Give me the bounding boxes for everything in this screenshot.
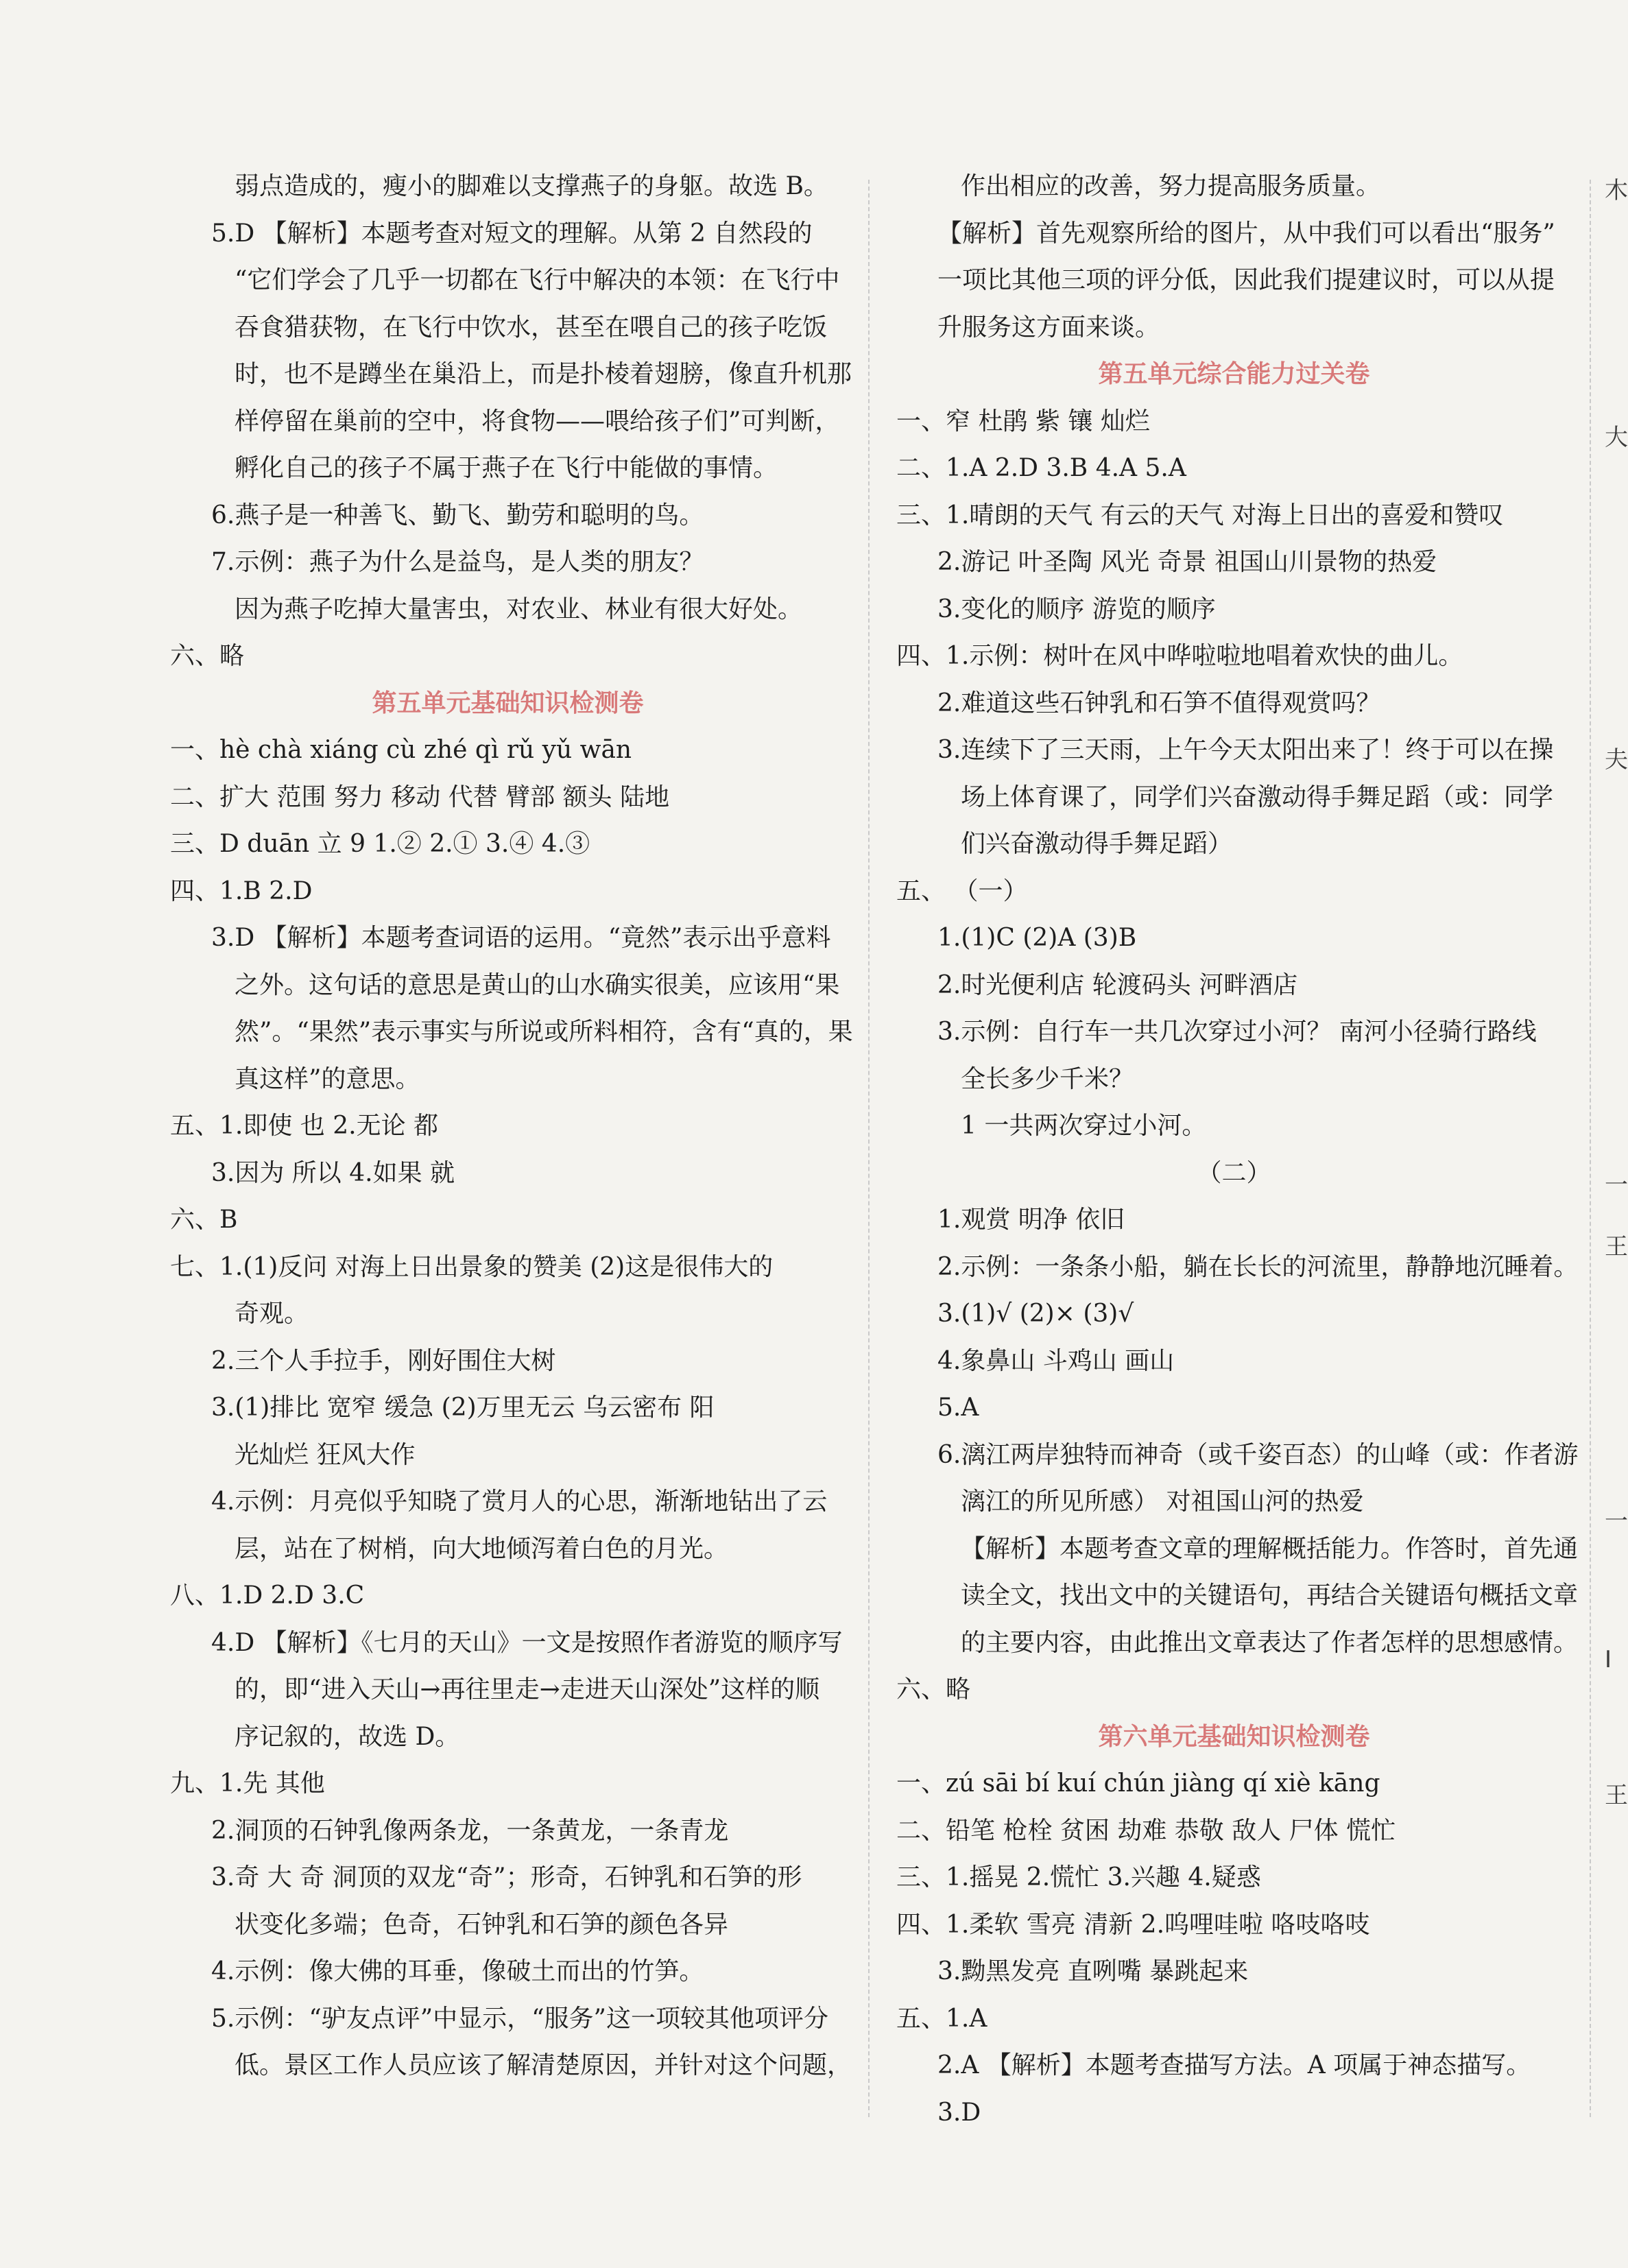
answer-line: 全长多少千米？ bbox=[961, 1064, 1134, 1093]
answer-line: 弱点造成的，瘦小的脚难以支撑燕子的身躯。故选 B。 bbox=[235, 172, 828, 200]
answer-line: 光灿烂 狂风大作 bbox=[235, 1440, 416, 1469]
answer-line: 1 一共两次穿过小河。 bbox=[961, 1112, 1207, 1140]
answer-line: 2.示例：一条条小船，躺在长长的河流里，静静地沉睡着。 bbox=[937, 1252, 1579, 1281]
answer-line: 读全文，找出文中的关键语句，再结合关键语句概括文章 bbox=[961, 1581, 1579, 1610]
answer-line: 3.奇 大 奇 洞顶的双龙“奇”；形奇，石钟乳和石笋的形 bbox=[211, 1863, 802, 1891]
answer-line: 的主要内容，由此推出文章表达了作者怎样的思想感情。 bbox=[961, 1628, 1579, 1657]
answer-line: 【解析】首先观察所给的图片，从中我们可以看出“服务” bbox=[937, 219, 1555, 248]
answer-line: 二、1.A 2.D 3.B 4.A 5.A bbox=[896, 454, 1186, 482]
answer-line: 2.A 【解析】本题考查描写方法。A 项属于神态描写。 bbox=[937, 2051, 1531, 2079]
answer-line: 4.示例：月亮似乎知晓了赏月人的心思，渐渐地钻出了云 bbox=[211, 1488, 828, 1516]
answer-line: 2.三个人手拉手，刚好围住大树 bbox=[211, 1346, 556, 1375]
answer-line: 之外。这句话的意思是黄山的山水确实很美，应该用“果 bbox=[235, 970, 840, 999]
answer-line: 三、D duān 立 9 1.② 2.① 3.④ 4.③ bbox=[170, 830, 590, 858]
answer-line: 3.D bbox=[937, 2098, 981, 2127]
answer-line: 四、1.B 2.D bbox=[170, 876, 313, 905]
answer-line: 九、1.先 其他 bbox=[170, 1769, 325, 1798]
answer-line: 时，也不是蹲坐在巢沿上，而是扑棱着翅膀，像直升机那 bbox=[235, 360, 852, 388]
answer-line: 六、略 bbox=[896, 1675, 971, 1704]
answer-line: 因为燕子吃掉大量害虫，对农业、林业有很大好处。 bbox=[235, 595, 803, 623]
answer-line: 场上体育课了，同学们兴奋激动得手舞足蹈（或：同学 bbox=[961, 783, 1554, 811]
section-title: 第五单元综合能力过关卷 bbox=[1098, 360, 1370, 388]
answer-line: “它们学会了几乎一切都在飞行中解决的本领：在飞行中 bbox=[235, 266, 840, 294]
right-column bbox=[896, 163, 1579, 2136]
edge-glyph: 木 bbox=[1605, 177, 1628, 204]
edge-glyph: 王 bbox=[1605, 1782, 1628, 1809]
edge-glyph: 大 bbox=[1605, 424, 1628, 451]
edge-glyph: 一 bbox=[1605, 1507, 1628, 1535]
answer-line: 3.因为 所以 4.如果 就 bbox=[211, 1158, 455, 1187]
answer-line: 5.D 【解析】本题考查对短文的理解。从第 2 自然段的 bbox=[211, 219, 813, 248]
answer-line: 3.D 【解析】本题考查词语的运用。“竟然”表示出乎意料 bbox=[211, 924, 831, 952]
answer-line: 四、1.柔软 雪亮 清新 2.呜哩哇啦 咯吱咯吱 bbox=[896, 1910, 1370, 1939]
answer-line: 【解析】本题考查文章的理解概括能力。作答时，首先通 bbox=[961, 1534, 1579, 1563]
section-title: 第六单元基础知识检测卷 bbox=[1098, 1722, 1370, 1751]
answer-line: 3.(1)排比 宽窄 缓急 (2)万里无云 乌云密布 阳 bbox=[211, 1394, 715, 1422]
column-divider-right bbox=[1590, 180, 1591, 2117]
answer-line: 6.漓江两岸独特而神奇（或千姿百态）的山峰（或：作者游 bbox=[937, 1440, 1579, 1469]
answer-line: 五、1.A bbox=[896, 2004, 987, 2033]
answer-line: 一、zú sāi bí kuí chún jiàng qí xiè kāng bbox=[896, 1769, 1380, 1798]
answer-line: 四、1.示例：树叶在风中哗啦啦地唱着欢快的曲儿。 bbox=[896, 642, 1463, 670]
answer-line: 1.(1)C (2)A (3)B bbox=[937, 924, 1137, 952]
edge-glyph: I bbox=[1605, 1646, 1612, 1673]
answer-line: 真这样”的意思。 bbox=[235, 1064, 420, 1093]
answer-line: 6.燕子是一种善飞、勤飞、勤劳和聪明的鸟。 bbox=[211, 501, 704, 529]
answer-line: 2.时光便利店 轮渡码头 河畔酒店 bbox=[937, 970, 1298, 999]
answer-line: 升服务这方面来谈。 bbox=[937, 313, 1160, 342]
answer-line: 层，站在了树梢，向大地倾泻着白色的月光。 bbox=[235, 1534, 729, 1563]
answer-line: 七、1.(1)反问 对海上日出景象的赞美 (2)这是很伟大的 bbox=[170, 1252, 774, 1281]
answer-line: 们兴奋激动得手舞足蹈） bbox=[961, 830, 1233, 858]
answer-line: 1.观赏 明净 依旧 bbox=[937, 1206, 1125, 1234]
answer-line: 2.洞顶的石钟乳像两条龙，一条黄龙，一条青龙 bbox=[211, 1816, 729, 1845]
answer-line: 孵化自己的孩子不属于燕子在飞行中能做的事情。 bbox=[235, 454, 778, 482]
answer-line: 一项比其他三项的评分低，因此我们提建议时，可以从提 bbox=[937, 266, 1555, 294]
answer-line: 序记叙的，故选 D。 bbox=[235, 1722, 460, 1751]
answer-line: 状变化多端；色奇，石钟乳和石笋的颜色各异 bbox=[235, 1910, 729, 1939]
answer-line: 3.变化的顺序 游览的顺序 bbox=[937, 595, 1216, 623]
answer-line: 作出相应的改善，努力提高服务质量。 bbox=[961, 172, 1381, 200]
answer-line: 二、铅笔 枪栓 贫困 劫难 恭敬 敌人 尸体 慌忙 bbox=[896, 1816, 1396, 1845]
answer-line: 六、略 bbox=[170, 642, 245, 670]
edge-glyph: 一 bbox=[1605, 1171, 1628, 1199]
column-divider bbox=[868, 180, 870, 2117]
answer-line: 4.示例：像大佛的耳垂，像破土而出的竹笋。 bbox=[211, 1957, 704, 1985]
answer-line: 六、B bbox=[170, 1206, 238, 1234]
answer-line: 二、扩大 范围 努力 移动 代替 臂部 额头 陆地 bbox=[170, 783, 670, 811]
answer-line: 7.示例：燕子为什么是益鸟，是人类的朋友？ bbox=[211, 548, 704, 576]
answer-line: 五、 （一） bbox=[896, 876, 1028, 905]
edge-glyph: 夫 bbox=[1605, 746, 1628, 774]
answer-line: 八、1.D 2.D 3.C bbox=[170, 1581, 365, 1610]
answer-line: 奇观。 bbox=[235, 1300, 309, 1328]
answer-line: 的，即“进入天山→再往里走→走进天山深处”这样的顺 bbox=[235, 1675, 820, 1704]
answer-line: 然”。“果然”表示事实与所说或所料相符，含有“真的，果 bbox=[235, 1018, 853, 1046]
left-column bbox=[170, 163, 853, 2090]
answer-line: 低。景区工作人员应该了解清楚原因，并针对这个问题， bbox=[235, 2051, 852, 2079]
edge-glyph: 王 bbox=[1605, 1233, 1628, 1261]
answer-line: 漓江的所见所感） 对祖国山河的热爱 bbox=[961, 1488, 1364, 1516]
answer-line: 3.示例：自行车一共几次穿过小河？ 南河小径骑行路线 bbox=[937, 1018, 1537, 1046]
answer-line: 一、窄 杜鹃 紫 镶 灿烂 bbox=[896, 407, 1150, 435]
answer-line: （二） bbox=[1197, 1158, 1271, 1187]
answer-line: 五、1.即使 也 2.无论 都 bbox=[170, 1112, 439, 1140]
answer-line: 一、hè chà xiáng cù zhé qì rǔ yǔ wān bbox=[170, 736, 632, 764]
answer-line: 2.难道这些石钟乳和石笋不值得观赏吗？ bbox=[937, 689, 1381, 717]
answer-line: 3.(1)√ (2)× (3)√ bbox=[937, 1300, 1134, 1328]
answer-line: 3.黝黑发亮 直咧嘴 暴跳起来 bbox=[937, 1957, 1249, 1985]
answer-line: 样停留在巢前的空中，将食物——喂给孩子们”可判断， bbox=[235, 407, 840, 435]
answer-line: 三、1.晴朗的天气 有云的天气 对海上日出的喜爱和赞叹 bbox=[896, 501, 1504, 529]
answer-line: 3.连续下了三天雨，上午今天太阳出来了！终于可以在操 bbox=[937, 736, 1554, 764]
answer-line: 5.A bbox=[937, 1394, 979, 1422]
answer-line: 4.D 【解析】《七月的天山》一文是按照作者游览的顺序写 bbox=[211, 1628, 843, 1657]
answer-line: 2.游记 叶圣陶 风光 奇景 祖国山川景物的热爱 bbox=[937, 548, 1437, 576]
section-title: 第五单元基础知识检测卷 bbox=[372, 689, 644, 717]
answer-line: 5.示例：“驴友点评”中显示，“服务”这一项较其他项评分 bbox=[211, 2004, 828, 2033]
answer-line: 4.象鼻山 斗鸡山 画山 bbox=[937, 1346, 1175, 1375]
answer-line: 三、1.摇晃 2.慌忙 3.兴趣 4.疑惑 bbox=[896, 1863, 1261, 1891]
answer-line: 吞食猎获物，在飞行中饮水，甚至在喂自己的孩子吃饭 bbox=[235, 313, 828, 342]
